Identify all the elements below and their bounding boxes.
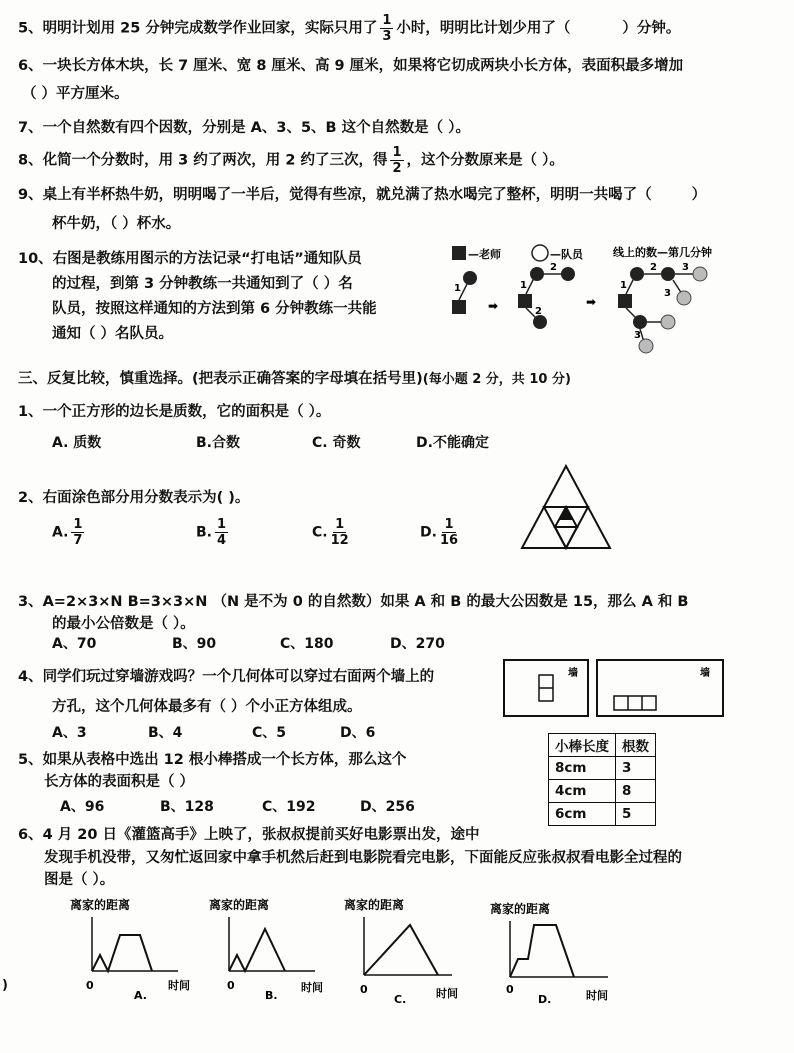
member-node (633, 315, 647, 329)
mc5-option-a[interactable]: A、96 (60, 799, 105, 815)
minute-label: 1 (520, 280, 527, 291)
question-6-line2[interactable]: （ ）平方厘米。 (22, 86, 129, 102)
mc3-option-b[interactable]: B、90 (172, 636, 217, 652)
graph-option-a[interactable] (60, 895, 200, 1005)
minute-label: 2 (650, 262, 657, 273)
mc1-option-d[interactable]: D.不能确定 (416, 435, 489, 451)
mc2-option-a[interactable]: A. $\frac{1}{7}$ (52, 517, 83, 548)
mc2-option-c[interactable]: C. $\frac{1}{12}$ (312, 517, 349, 548)
graph-xlabel: 时间 (301, 981, 323, 994)
graph-origin: 0 (506, 983, 514, 996)
stick-table (548, 733, 656, 826)
graph-option-c[interactable] (340, 895, 480, 1005)
question-10-line4[interactable]: 通知（ ）名队员。 (52, 326, 174, 342)
mc-question-4-line2: 方孔，这个几何体最多有（ ）个小正方体组成。 (52, 699, 362, 715)
table-cell: 3 (616, 757, 656, 780)
member-legend-icon (532, 245, 548, 261)
mc-question-3-line2: 的最小公倍数是（ ）。 (52, 616, 195, 632)
table-cell: 8cm (549, 757, 616, 780)
mc-question-5-line2: 长方体的表面积是（ ） (44, 774, 195, 790)
question-8: 8、化简一个分数时，用 3 约了两次，用 2 约了三次，得 $\frac{1}{2}$ ，这个分数原来是（ ）。 (18, 145, 564, 176)
table-row (549, 803, 656, 826)
graph-ylabel: 离家的距离 (70, 898, 131, 912)
teacher-node (452, 300, 466, 314)
minute-label: 3 (682, 262, 689, 273)
mc5-option-d[interactable]: D、256 (360, 799, 415, 815)
graph-line (364, 925, 438, 975)
mc4-option-a[interactable]: A、3 (52, 725, 87, 741)
teacher-node (618, 294, 632, 308)
member-node-new (677, 291, 691, 305)
fraction-one-half: $\frac{1}{2}$ (392, 145, 402, 176)
member-node-new (693, 267, 707, 281)
question-10-line2[interactable]: 的过程，到第 3 分钟教练一共通知到了（ ）名 (52, 276, 353, 292)
mc-question-2: 2、右面涂色部分用分数表示为( )。 (18, 490, 250, 506)
mc5-option-c[interactable]: C、192 (262, 799, 316, 815)
minute-label: 2 (535, 306, 542, 317)
graph-letter: B. (265, 989, 278, 1002)
member-node (630, 267, 644, 281)
graph-letter: C. (394, 993, 407, 1005)
mc4-option-d[interactable]: D、6 (340, 725, 376, 741)
graph-origin: 0 (86, 979, 94, 992)
mc1-option-a[interactable]: A. 质数 (52, 435, 102, 451)
arrow-icon: ➡ (488, 299, 499, 313)
member-node-new (639, 339, 653, 353)
mc2-option-b[interactable]: B. $\frac{1}{4}$ (196, 517, 227, 548)
teacher-node (518, 294, 532, 308)
graph-line (92, 935, 152, 971)
table-header: 根数 (616, 734, 656, 757)
question-10: 10、右图是教练用图示的方法记录“打电话”通知队员 (18, 251, 362, 267)
mc3-option-c[interactable]: C、180 (280, 636, 334, 652)
table-row (549, 780, 656, 803)
question-10-line3: 队员，按照这样通知的方法到第 6 分钟教练一共能 (52, 301, 377, 317)
member-node (661, 267, 675, 281)
mc-question-6: 6、4 月 20 日《灌篮高手》上映了，张叔叔提前买好电影票出发，途中 (18, 827, 480, 843)
minute-label: 3 (664, 288, 671, 299)
graph-line (229, 929, 285, 971)
table-header: 小棒长度 (549, 734, 616, 757)
fraction-one-third: $\frac{1}{3}$ (382, 13, 392, 44)
mc-question-5: 5、如果从表格中选出 12 根小棒搭成一个长方体，那么这个 (18, 752, 407, 768)
minute-label: 3 (634, 330, 641, 341)
legend-minute-text: 线上的数—第几分钟 (613, 246, 712, 259)
mc-question-4: 4、同学们玩过穿墙游戏吗？一个几何体可以穿过右面两个墙上的 (18, 669, 435, 685)
mc-question-1: 1、一个正方形的边长是质数，它的面积是（ ）。 (18, 404, 331, 420)
legend-member-text: —队员 (550, 248, 583, 261)
graph-option-b[interactable] (205, 895, 345, 1005)
member-node (530, 267, 544, 281)
phone-call-diagram (438, 238, 768, 358)
mc-question-6-line2: 发现手机没带，又匆忙返回家中拿手机然后赶到电影院看完电影，下面能反应张叔叔看电影全过程的 (44, 850, 682, 866)
member-node (561, 267, 575, 281)
graph-xlabel: 时间 (436, 987, 458, 1000)
member-node (533, 315, 547, 329)
graph-letter: A. (134, 989, 147, 1002)
mc-question-6-line3: 图是（ ）。 (44, 872, 115, 888)
mc3-option-a[interactable]: A、70 (52, 636, 97, 652)
graph-origin: 0 (360, 983, 368, 996)
question-9-line2[interactable]: 杯牛奶，（ ）杯水。 (52, 216, 181, 232)
question-9: 9、桌上有半杯热牛奶，明明喝了一半后，觉得有些凉，就兑满了热水喝完了整杯，明明一共喝了（ ） (18, 187, 707, 203)
mc4-option-c[interactable]: C、5 (252, 725, 287, 741)
graph-ylabel: 离家的距离 (490, 902, 551, 916)
graph-ylabel: 离家的距离 (344, 898, 405, 912)
mc2-option-d[interactable]: D. $\frac{1}{16}$ (420, 517, 459, 548)
mc1-option-b[interactable]: B.合数 (196, 435, 240, 451)
table-cell: 5 (616, 803, 656, 826)
question-7: 7、一个自然数有四个因数，分别是 A、3、5、B 这个自然数是（ ）。 (18, 120, 470, 136)
wall-2-label: 墙 (700, 668, 710, 679)
teacher-legend-icon (452, 246, 466, 260)
wall-1-label: 墙 (568, 668, 578, 679)
graph-ylabel: 离家的距离 (209, 898, 270, 912)
arrow-icon: ➡ (586, 295, 597, 309)
minute-label: 1 (454, 283, 461, 294)
graph-option-d[interactable] (486, 895, 626, 1005)
mc-question-3: 3、A=2×3×N B=3×3×N （N 是不为 0 的自然数）如果 A 和 B 的最大公因数是 15，那么 A 和 B (18, 594, 689, 610)
question-6: 6、一块长方体木块，长 7 厘米、宽 8 厘米、高 9 厘米，如果将它切成两块小长方体，表面积最多增加 (18, 58, 684, 74)
triangle-figure (518, 462, 614, 552)
mc3-option-d[interactable]: D、270 (390, 636, 445, 652)
minute-label: 2 (550, 262, 557, 273)
margin-mark: ) (2, 978, 8, 993)
walls-figure (502, 658, 727, 720)
minute-label: 1 (620, 280, 627, 291)
table-cell: 4cm (549, 780, 616, 803)
table-cell: 6cm (549, 803, 616, 826)
graph-origin: 0 (227, 979, 235, 992)
member-node-new (661, 315, 675, 329)
table-cell: 8 (616, 780, 656, 803)
mc4-option-b[interactable]: B、4 (148, 725, 183, 741)
table-header-row (549, 734, 656, 757)
graph-xlabel: 时间 (586, 989, 608, 1002)
legend-teacher-text: —老师 (468, 248, 501, 261)
graph-xlabel: 时间 (168, 979, 190, 992)
member-node (463, 271, 477, 285)
table-row (549, 757, 656, 780)
graph-line (510, 925, 574, 977)
mc5-option-b[interactable]: B、128 (160, 799, 214, 815)
mc1-option-c[interactable]: C. 奇数 (312, 435, 361, 451)
section-3-header: 三、反复比较，慎重选择。(把表示正确答案的字母填在括号里)(每小题 2 分，共 10 分) (18, 371, 571, 387)
question-5: 5、明明计划用 25 分钟完成数学作业回家，实际只用了 $\frac{1}{3}$ 小时，明明比计划少用了（ ）分钟。 (18, 13, 681, 44)
graph-letter: D. (538, 993, 552, 1005)
